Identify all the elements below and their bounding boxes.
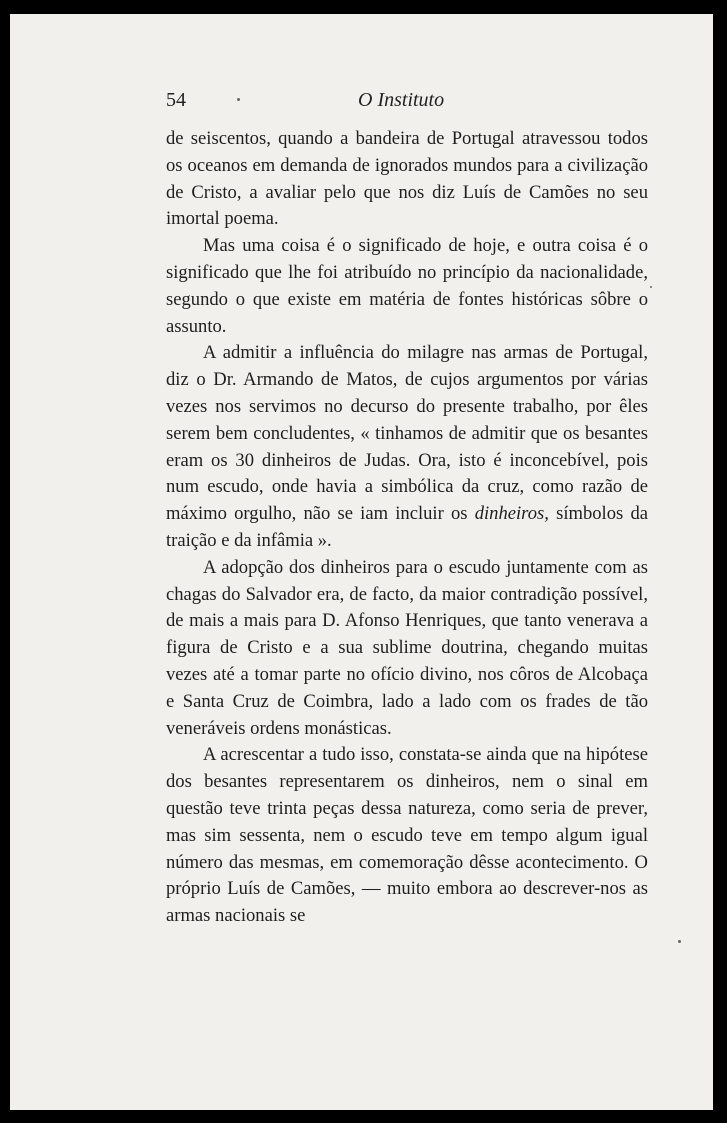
book-page xyxy=(10,14,713,1110)
quotation-text-start: A admitir a influência do milagre nas armas de Portugal, diz o Dr. Armando de Matos, de cujos argumentos por várias vezes nos servimos no decurso do presente trabalho, por êles serem bem concludentes, « tinhamos de admitir que os besantes eram os 30 dinheiros de Judas. Ora, isto é inconcebível, pois num escudo, onde havia a simbólica da cruz, como razão de máximo orgulho, não se iam incluir os xyxy=(166,342,648,525)
paragraph-significance: Mas uma coisa é o significado de hoje, e outra coisa é o significado que lhe foi atribuído no princípio da nacionalidade, segundo o que existe em matéria de fontes históricas sôbre o assunto. xyxy=(166,235,648,337)
quotation-emphasis: dinheiros, xyxy=(474,503,549,525)
paragraph-quotation xyxy=(166,340,648,554)
paragraph-continuation: de seiscentos, quando a bandeira de Portugal atravessou todos os oceanos em demanda de ignorados mundos para a civilização de Cristo, a avaliar pelo que nos diz Luís de Camões no seu imortal poema. xyxy=(166,128,648,230)
paragraph-adoption: A adopção dos dinheiros para o escudo juntamente com as chagas do Salvador era, de facto, da maior contradição possível, de mais a mais para D. Afonso Henriques, que tanto venerava a figura de Cristo e a sua sublime doutrina, chegando muitas vezes até a tomar parte no ofício divino, nos côros de Alcobaça e Santa Cruz de Coimbra, lado a lado com os frades de tão veneráveis ordens monásticas. xyxy=(166,556,648,739)
running-title: O Instituto xyxy=(358,89,445,111)
scan-speck xyxy=(678,940,681,943)
quotation-text-end: símbolos da traição e da infâmia ». xyxy=(166,503,648,551)
page-number: 54 xyxy=(166,89,186,111)
scan-speck xyxy=(650,286,652,288)
scan-speck xyxy=(237,98,240,101)
paragraph-hypothesis: A acrescentar a tudo isso, constata-se ainda que na hipótese dos besantes representarem os dinheiros, nem o sinal em questão teve trinta peças dessa natureza, como seria de prever, mas sim sessenta, nem o escudo teve em tempo algum igual número das mesmas, em comemoração dêsse acontecimento. O próprio Luís de Camões, — muito embora ao descrever-nos as armas nacionais se xyxy=(166,744,648,927)
body-text xyxy=(166,126,648,930)
page-header xyxy=(166,89,648,119)
